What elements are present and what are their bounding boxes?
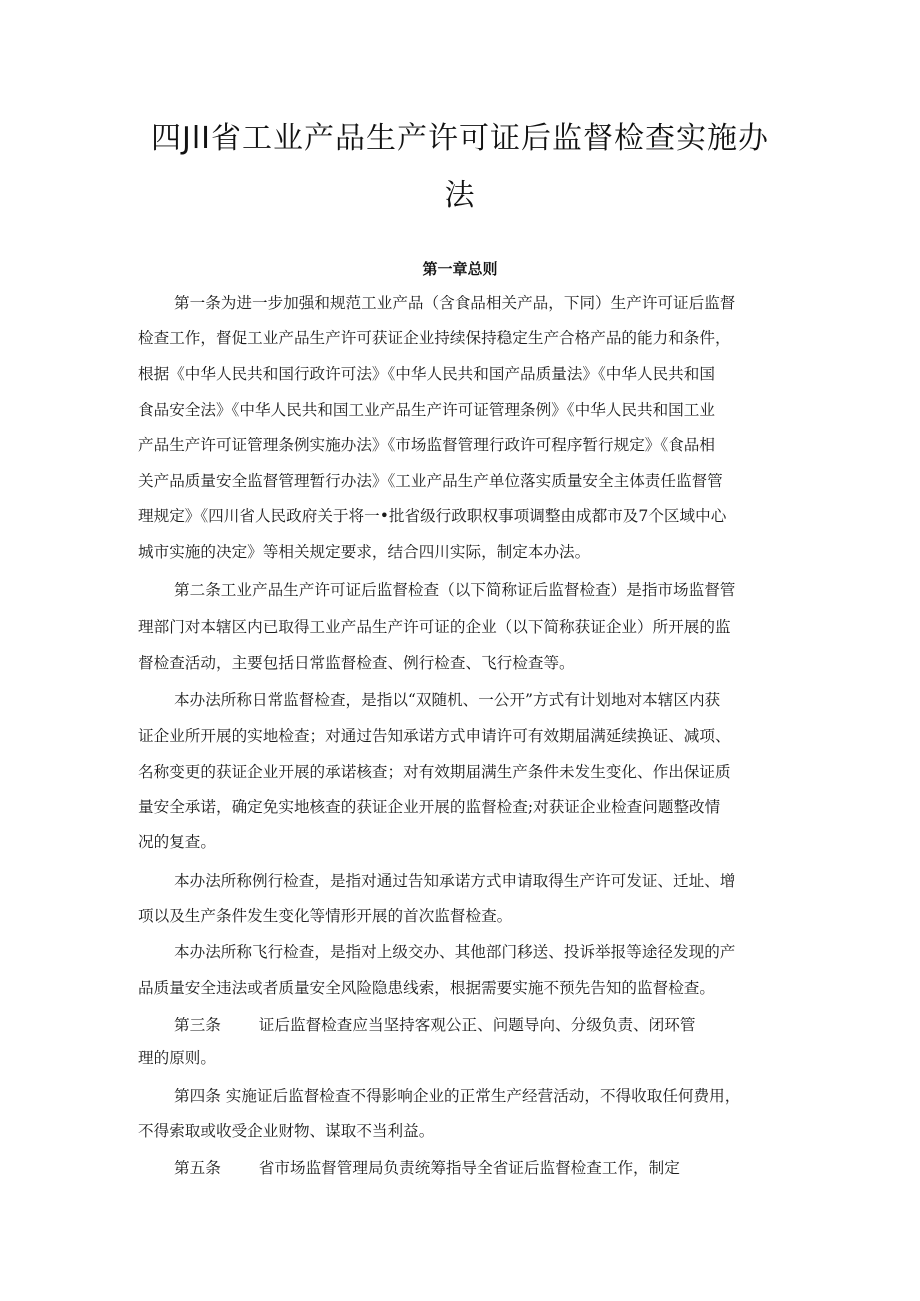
paragraph-line: 项以及生产条件发生变化等情形开展的首次监督检查。: [138, 907, 513, 925]
paragraph-line: 本办法所称例行检查，是指对通过告知承诺方式申请取得生产许可发证、迁址、增: [174, 872, 736, 890]
paragraph-line: 不得索取或收受企业财物、谋取不当利益。: [138, 1122, 435, 1140]
paragraph-line: 关产品质量安全监督管理暂行办法》《工业产品生产单位落实质量安全主体责任监督管: [138, 472, 723, 490]
paragraph-line: 本办法所称日常监督检查，是指以“双随机、一公开”方式有计划地对本辖区内获: [174, 691, 721, 709]
paragraph-line: 第四条 实施证后监督检查不得影响企业的正常生产经营活动，不得收取任何费用，: [174, 1087, 741, 1105]
article-5-label: 第五条: [174, 1159, 221, 1177]
paragraph-line: 根据《中华人民共和国行政许可法》《中华人民共和国产品质量法》《中华人民共和国: [138, 365, 715, 383]
paragraph-line: 产品生产许可证管理条例实施办法》《市场监督管理行政许可程序暂行规定》《食品相: [138, 436, 715, 454]
paragraph-line: 量安全承诺，确定免实地核查的获证企业开展的监督检查;对获证企业检查问题整改情: [138, 798, 721, 816]
article-5-text: 省市场监督管理局负责统筹指导全省证后监督检查工作，制定: [258, 1159, 680, 1177]
chapter-heading: 第一章总则: [422, 260, 498, 278]
paragraph-line: 证企业所开展的实地检查；对通过告知承诺方式申请许可有效期届满延续换证、减项、: [138, 727, 731, 745]
paragraph-line: 本办法所称飞行检查，是指对上级交办、其他部门移送、投诉举报等途径发现的产: [174, 943, 736, 961]
paragraph-line: 食品安全法》《中华人民共和国工业产品生产许可证管理条例》《中华人民共和国工业: [138, 401, 715, 419]
paragraph-line: 况的复查。: [138, 833, 216, 851]
article-5-line: [174, 1158, 680, 1178]
document-title-line-2: 法: [444, 178, 476, 213]
article-3-label: 第三条: [174, 1016, 221, 1034]
paragraph-line: 理的原则。: [138, 1049, 216, 1067]
paragraph-line: 第二条工业产品生产许可证后监督检查（以下简称证后监督检查）是指市场监督管: [174, 581, 736, 599]
document-title-line-1: 四JlI省工业产品生产许可证后监督检查实施办: [150, 121, 770, 156]
article-3-text: 证后监督检查应当坚持客观公正、问题导向、分级负责、闭环管: [258, 1016, 696, 1034]
paragraph-line: 理规定》《四川省人民政府关于将一•批省级行政职权事项调整由成都市及7个区域中心: [138, 507, 727, 525]
paragraph-line: 督检查活动，主要包括日常监督检查、例行检查、飞行检查等。: [138, 654, 575, 672]
paragraph-line: 检查工作，督促工业产品生产许可获证企业持续保持稳定生产合格产品的能力和条件，: [138, 329, 731, 347]
paragraph-line: 名称变更的获证企业开展的承诺核查；对有效期届满生产条件未发生变化、作出保证质: [138, 763, 731, 781]
article-3-line: [174, 1015, 695, 1035]
paragraph-line: 理部门对本辖区内已取得工业产品生产许可证的企业（以下简称获证企业）所开展的监: [138, 618, 731, 636]
paragraph-line: 第一条为进一步加强和规范工业产品（含食品相关产品，下同）生产许可证后监督: [174, 294, 736, 312]
paragraph-line: 城市实施的决定》等相关规定要求，结合四川实际，制定本办法。: [138, 543, 591, 561]
paragraph-line: 品质量安全违法或者质量安全风险隐患线索，根据需要实施不预先告知的监督检查。: [138, 979, 715, 997]
